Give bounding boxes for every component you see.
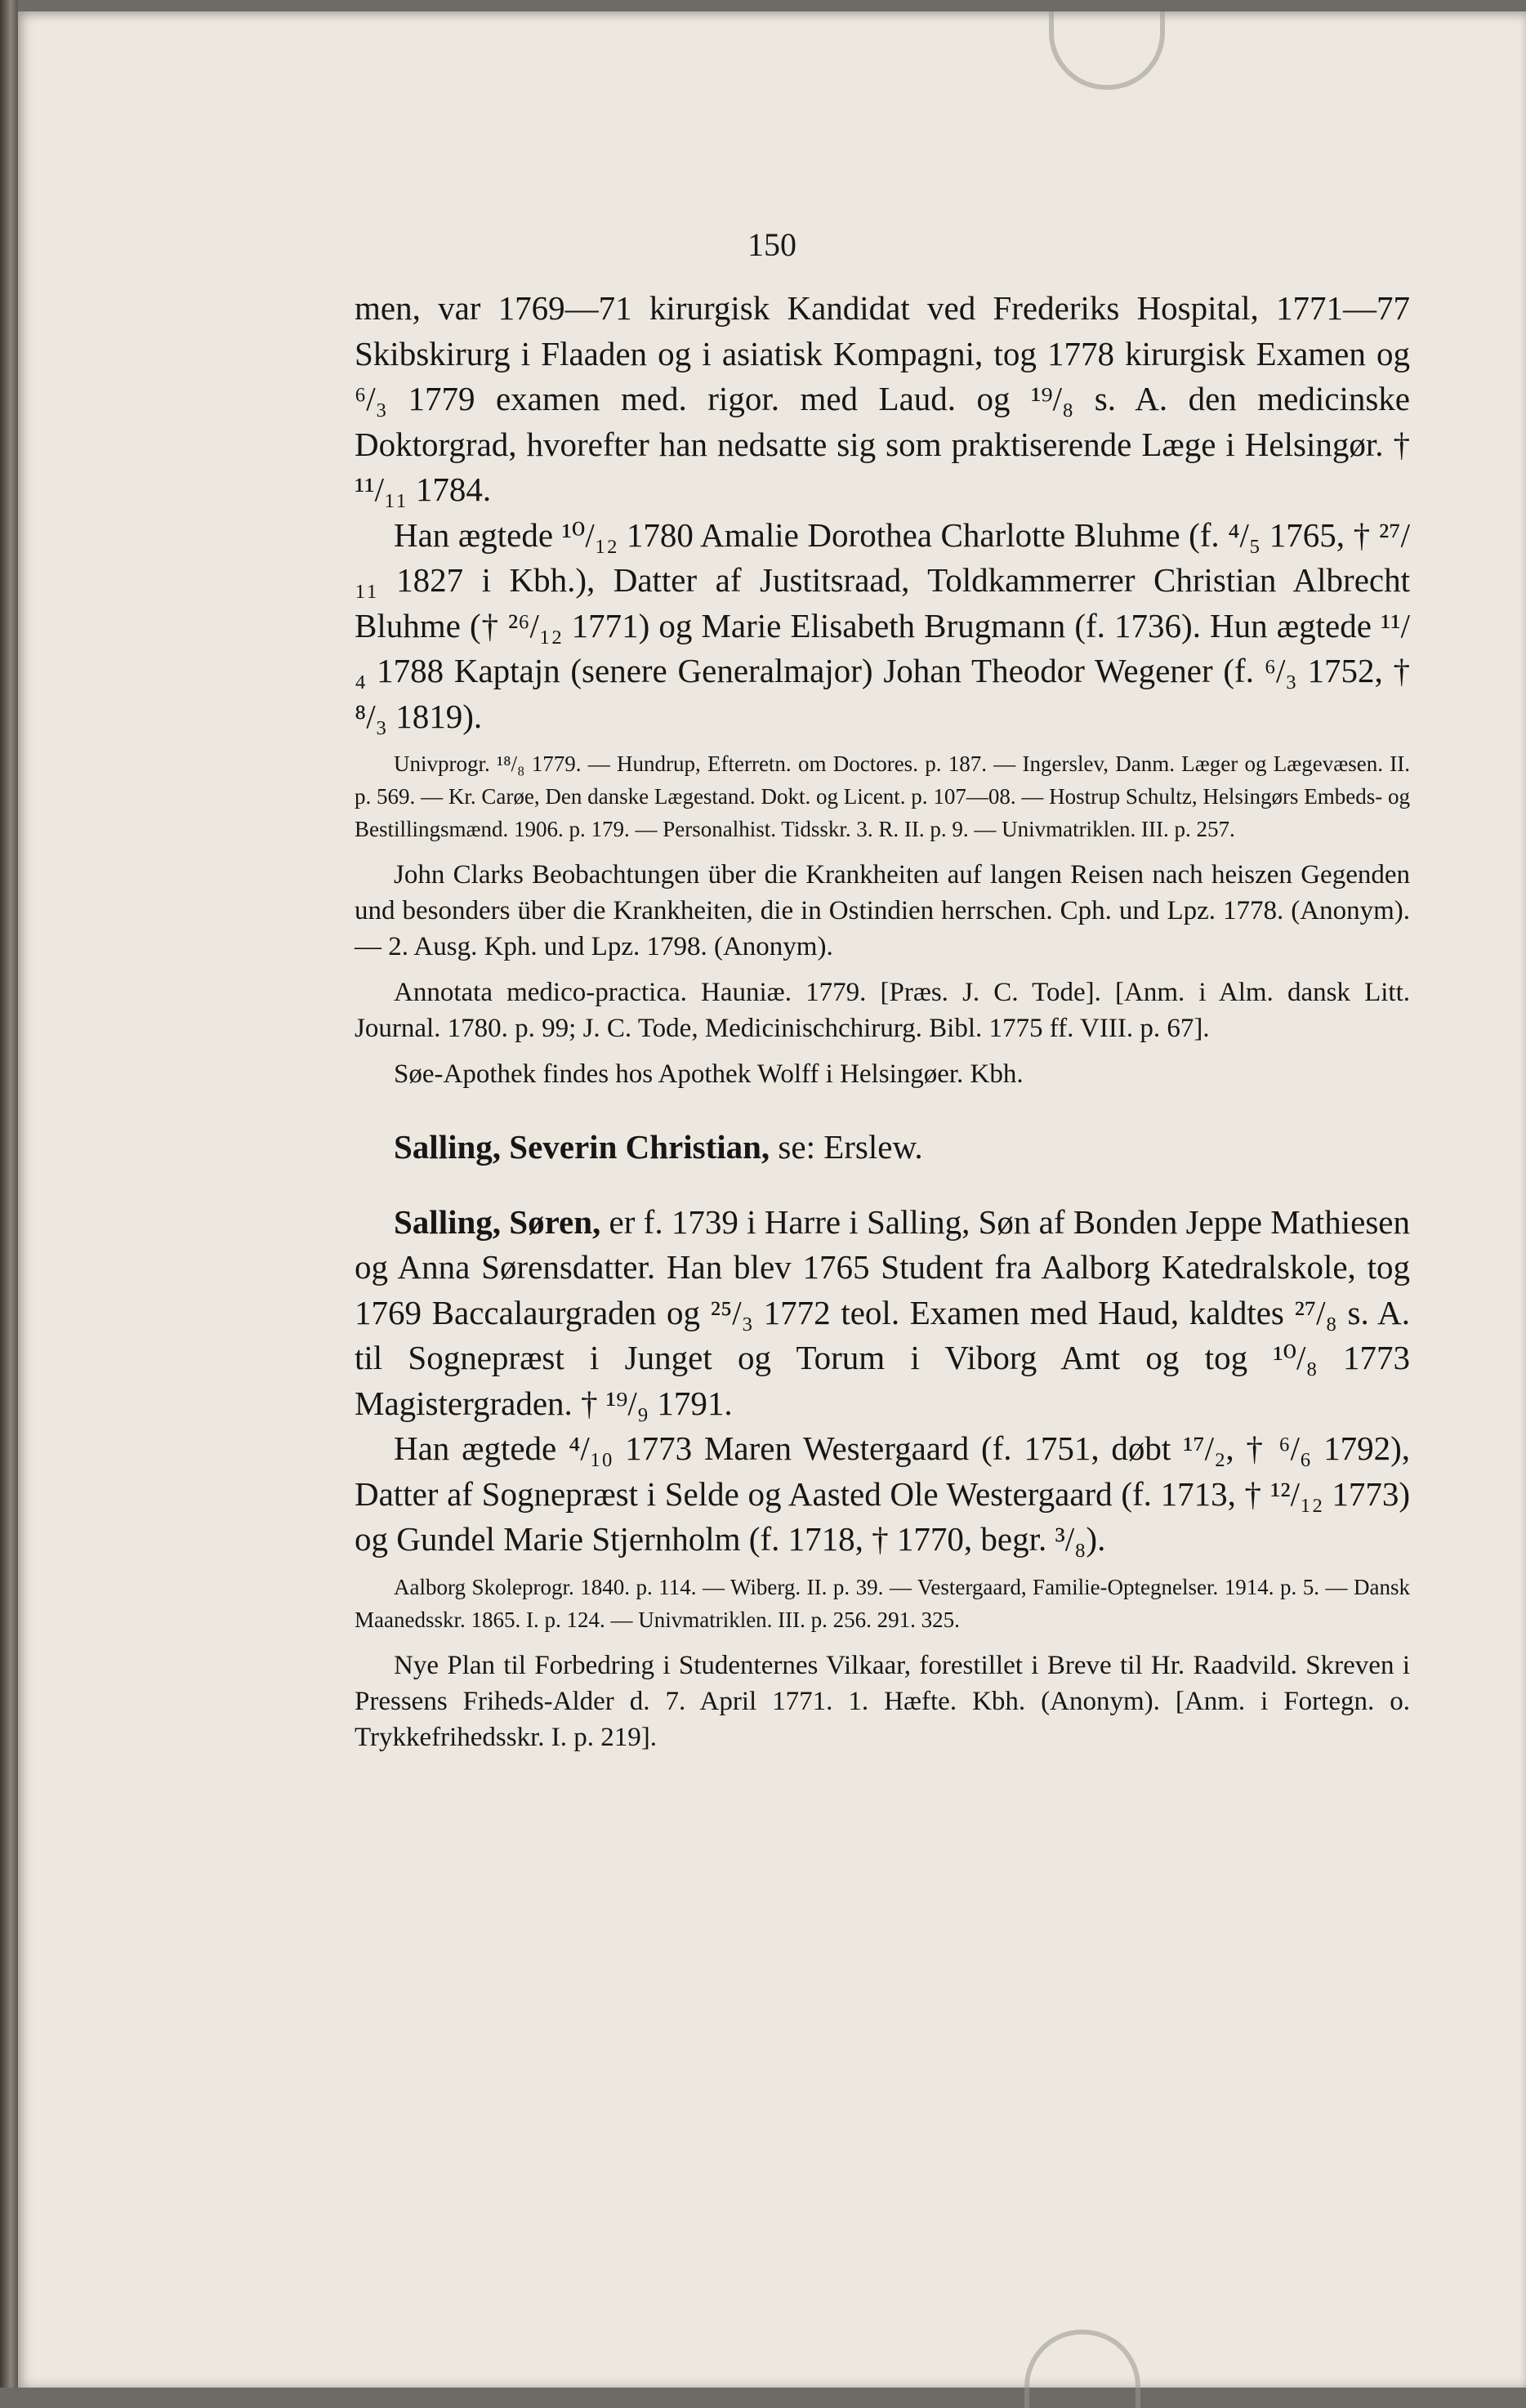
entry-marriage-text: Han ægtede ⁴/₁₀ 1773 Maren Westergaard (f. 1751, døbt ¹⁷/₂, † ⁶/₆ 1792), Datter af Sognepræst i Selde og Aasted Ole Westergaard (f. 1713, † ¹²/₁₂ 1773) og Gundel Marie Stjernholm (f. 1718, † 1770, begr. ³/₈).	[355, 1429, 1410, 1558]
entry-name: Salling, Severin Christian,	[394, 1128, 770, 1166]
book-spine	[0, 0, 18, 2388]
paper-clip-top	[1049, 11, 1165, 90]
entry-text: er f. 1739 i Harre i Salling, Søn af Bonden Jeppe Mathiesen og Anna Sørensdatter. Han blev 1765 Student fra Aalborg Katedralskole, tog 1769 Baccalaurgraden og ²⁵/₃ 1772 teol. Examen med Haud, kaldtes ²⁷/₈ s. A. til Sognepræst i Junget og Torum i Viborg Amt og tog ¹⁰/₈ 1773 Magistergraden. † ¹⁹/₉ 1791.	[355, 1202, 1410, 1422]
page-number: 150	[747, 226, 796, 263]
entry-name: Salling, Søren,	[394, 1202, 601, 1241]
entry-references: Aalborg Skoleprogr. 1840. p. 114. — Wiberg. II. p. 39. — Vestergaard, Familie-Optegnelser. 1914. p. 5. — Dansk Maanedsskr. 1865. I. p. 124. — Univmatriklen. III. p. 256. 291. 325.	[355, 1574, 1410, 1632]
entry-heading	[355, 1125, 1410, 1171]
work-item: John Clarks Beobachtungen über die Krankheiten auf langen Reisen nach heiszen Gegenden und besonders über die Krankheiten, die in Ostindien herrschen. Cph. und Lpz. 1778. (Anonym). — 2. Ausg. Kph. und Lpz. 1798. (Anonym).	[355, 860, 1410, 961]
entry-heading	[355, 1200, 1410, 1427]
entry-crossref: se: Erslew.	[770, 1128, 923, 1166]
entry-references: Univprogr. ¹⁸/₈ 1779. — Hundrup, Efterretn. om Doctores. p. 187. — Ingerslev, Danm. Læger og Lægevæsen. II. p. 569. — Kr. Carøe, Den danske Lægestand. Dokt. og Licent. p. 107—08. — Hostrup Schultz, Helsingørs Embeds- og Bestillingsmænd. 1906. p. 179. — Personalhist. Tidsskr. 3. R. II. p. 9. — Univmatriklen. III. p. 257.	[355, 751, 1410, 841]
entry-marriage-text: Han ægtede ¹⁰/₁₂ 1780 Amalie Dorothea Charlotte Bluhme (f. ⁴/₅ 1765, † ²⁷/₁₁ 1827 i Kbh.), Datter af Justitsraad, Toldkammerrer Christian Albrecht Bluhme († ²⁶/₁₂ 1771) og Marie Elisabeth Brugmann (f. 1736). Hun ægtede ¹¹/₄ 1788 Kaptajn (senere Generalmajor) Johan Theodor Wegener (f. ⁶/₃ 1752, † ⁸/₃ 1819).	[355, 515, 1410, 735]
work-item: Annotata medico-practica. Hauniæ. 1779. [Præs. J. C. Tode]. [Anm. i Alm. dansk Litt. Journal. 1780. p. 99; J. C. Tode, Medicinischchirurg. Bibl. 1775 ff. VIII. p. 67].	[355, 978, 1410, 1043]
paper-clip-bottom	[1024, 2330, 1140, 2408]
work-item: Søe-Apothek findes hos Apothek Wolff i Helsingøer. Kbh.	[394, 1059, 1024, 1089]
page-content	[355, 286, 1410, 1765]
work-item: Nye Plan til Forbedring i Studenternes Vilkaar, forestillet i Breve til Hr. Raadvild. Skreven i Pressens Friheds-Alder d. 7. April 1771. 1. Hæfte. Kbh. (Anonym). [Anm. i Fortegn. o. Trykkefrihedsskr. I. p. 219].	[355, 1650, 1410, 1752]
entry-text: men, var 1769—71 kirurgisk Kandidat ved Frederiks Hospital, 1771—77 Skibskirurg i Flaaden og i asiatisk Kompagni, tog 1778 kirurgisk Examen og ⁶/₃ 1779 examen med. rigor. med Laud. og ¹⁹/₈ s. A. den medicinske Doktorgrad, hvorefter han nedsatte sig som praktiserende Læge i Helsingør. † ¹¹/₁₁ 1784.	[355, 289, 1410, 508]
